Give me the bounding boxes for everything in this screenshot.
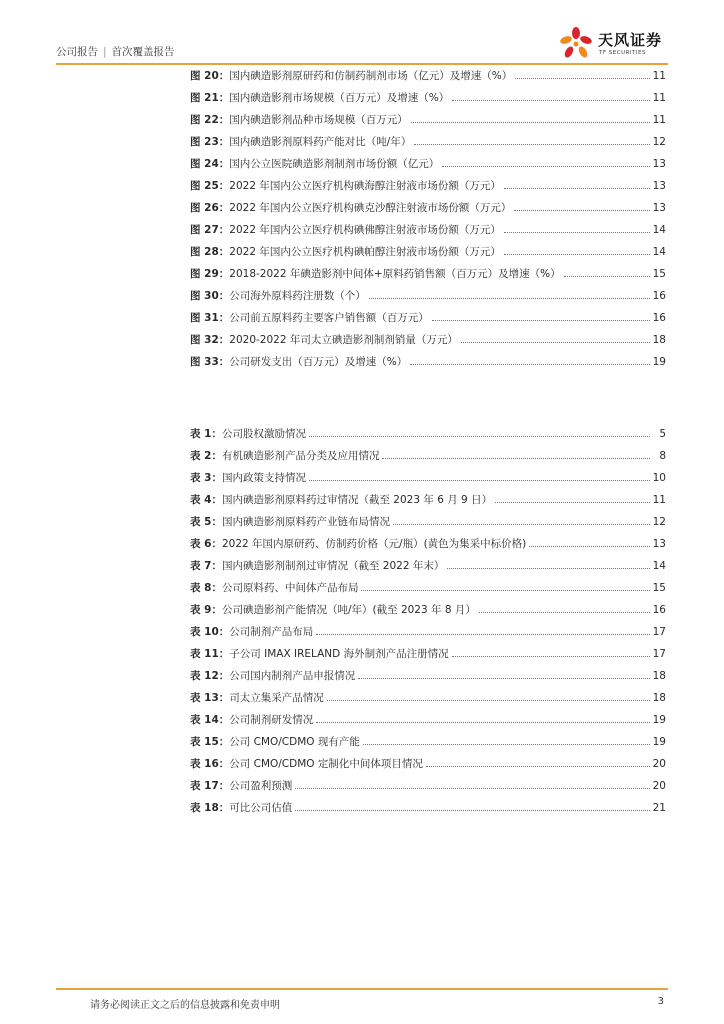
figure-toc-entry[interactable] [190,266,666,288]
entry-page-number: 16 [652,604,666,616]
entry-page-number: 19 [652,736,666,748]
dot-leader [564,276,650,277]
entry-title: 2022 年国内公立医疗机构碘佛醇注射液市场份额（万元） [229,224,501,236]
entry-title: 子公司 IMAX IRELAND 海外制剂产品注册情况 [229,648,449,660]
entry-page-number: 13 [652,158,666,170]
entry-label: 表 17： [190,780,230,792]
entry-page-number: 18 [652,692,666,704]
entry-title: 公司 CMO/CDMO 现有产能 [229,736,360,748]
entry-page-number: 11 [652,92,666,104]
entry-page-number: 19 [652,714,666,726]
entry-label: 表 8： [190,582,222,594]
entry-page-number: 19 [652,356,666,368]
table-toc-entry[interactable] [190,734,666,756]
figure-toc-entry[interactable] [190,332,666,354]
dot-leader [495,502,650,503]
entry-label: 表 18： [190,802,230,814]
entry-page-number: 20 [652,780,666,792]
page-number: 3 [657,996,664,1007]
entry-label: 表 1： [190,428,222,440]
table-toc-entry[interactable] [190,426,666,448]
entry-page-number: 16 [652,290,666,302]
dot-leader [363,744,650,745]
entry-page-number: 15 [652,582,666,594]
entry-title: 公司盈利预测 [229,780,293,792]
entry-label: 图 28： [190,246,230,258]
entry-page-number: 10 [652,472,666,484]
entry-label: 表 6： [190,538,222,550]
header-separator: | [103,46,107,58]
figure-list [190,68,666,376]
entry-title: 国内碘造影剂原料药产业链布局情况 [221,516,390,528]
dot-leader [295,810,650,811]
entry-title: 国内公立医院碘造影剂制剂市场份额（亿元） [229,158,440,170]
header-divider [56,63,668,65]
entry-page-number: 13 [652,180,666,192]
table-toc-entry[interactable] [190,778,666,800]
entry-title: 公司海外原料药注册数（个） [229,290,366,302]
dot-leader [504,232,650,233]
entry-label: 表 11： [190,648,230,660]
entry-page-number: 13 [652,202,666,214]
entry-title: 2022 年国内公立医疗机构碘帕醇注射液市场份额（万元） [229,246,501,258]
figure-toc-entry[interactable] [190,244,666,266]
table-toc-entry[interactable] [190,536,666,558]
dot-leader [504,254,650,255]
entry-title: 公司碘造影剂产能情况（吨/年）(截至 2023 年 8 月） [221,604,476,616]
entry-page-number: 11 [652,70,666,82]
entry-label: 表 7： [190,560,222,572]
table-toc-entry[interactable] [190,756,666,778]
logo-text-cn: 天风证券 [598,31,663,49]
entry-title: 国内碘造影剂原料药过审情况（截至 2023 年 6 月 9 日） [221,494,493,506]
table-toc-entry[interactable] [190,690,666,712]
entry-label: 图 33： [190,356,230,368]
entry-page-number: 21 [652,802,666,814]
entry-label: 图 20： [190,70,230,82]
entry-page-number: 15 [652,268,666,280]
entry-page-number: 8 [659,450,666,462]
footer-divider [56,988,668,990]
entry-title: 2020-2022 年司太立碘造影剂制剂销量（万元） [229,334,458,346]
header-breadcrumb [56,44,175,59]
entry-page-number: 18 [652,670,666,682]
entry-title: 2018-2022 年碘造影剂中间体+原料药销售额（百万元）及增速（%） [229,268,561,280]
figure-toc-entry[interactable] [190,112,666,134]
entry-label: 表 13： [190,692,230,704]
figure-toc-entry[interactable] [190,134,666,156]
table-toc-entry[interactable] [190,668,666,690]
table-toc-entry[interactable] [190,558,666,580]
entry-title: 公司 CMO/CDMO 定制化中间体项目情况 [229,758,423,770]
figure-toc-entry[interactable] [190,354,666,376]
entry-label: 图 25： [190,180,230,192]
entry-title: 公司制剂研发情况 [229,714,314,726]
dot-leader [316,634,650,635]
dot-leader [452,656,650,657]
dot-leader [309,480,650,481]
dot-leader [514,210,650,211]
entry-title: 公司原料药、中间体产品布局 [221,582,359,594]
figure-toc-entry[interactable] [190,90,666,112]
entry-label: 表 3： [190,472,222,484]
entry-title: 公司研发支出（百万元）及增速（%） [229,356,408,368]
table-toc-entry[interactable] [190,448,666,470]
dot-leader [529,546,650,547]
entry-label: 表 9： [190,604,222,616]
dot-leader [361,590,650,591]
entry-page-number: 17 [652,626,666,638]
report-subtype: 首次覆盖报告 [111,46,175,58]
entry-title: 公司制剂产品布局 [229,626,314,638]
table-toc-entry[interactable] [190,580,666,602]
entry-label: 表 2： [190,450,222,462]
entry-page-number: 11 [652,114,666,126]
entry-label: 表 14： [190,714,230,726]
tf-securities-logo [556,26,668,62]
entry-label: 表 10： [190,626,230,638]
dot-leader [442,166,650,167]
entry-page-number: 17 [652,648,666,660]
entry-title: 国内碘造影剂原研药和仿制药制剂市场（亿元）及增速（%） [229,70,513,82]
entry-page-number: 14 [652,246,666,258]
logo-text-en: TF SECURITIES [599,50,646,56]
figure-toc-entry[interactable] [190,200,666,222]
dot-leader [515,78,650,79]
figure-toc-entry[interactable] [190,178,666,200]
dot-leader [358,678,650,679]
dot-leader [504,188,650,189]
entry-title: 国内碘造影剂品种市场规模（百万元） [229,114,408,126]
entry-title: 2022 年国内公立医疗机构碘海醇注射液市场份额（万元） [229,180,501,192]
entry-label: 图 31： [190,312,230,324]
dot-leader [447,568,650,569]
dot-leader [452,100,650,101]
entry-title: 国内政策支持情况 [221,472,306,484]
entry-label: 图 32： [190,334,230,346]
entry-title: 国内碘造影剂原料药产能对比（吨/年） [229,136,412,148]
table-list [190,426,666,822]
table-toc-entry[interactable] [190,800,666,822]
entry-label: 表 15： [190,736,230,748]
dot-leader [309,436,650,437]
figure-toc-entry[interactable] [190,68,666,90]
entry-title: 2022 年国内原研药、仿制药价格（元/瓶）(黄色为集采中标价格) [221,538,527,550]
table-toc-entry[interactable] [190,492,666,514]
figure-toc-entry[interactable] [190,156,666,178]
dot-leader [382,458,650,459]
dot-leader [295,788,650,789]
entry-page-number: 14 [652,224,666,236]
entry-label: 图 27： [190,224,230,236]
dot-leader [432,320,650,321]
dot-leader [393,524,650,525]
table-toc-entry[interactable] [190,712,666,734]
entry-page-number: 18 [652,334,666,346]
entry-title: 司太立集采产品情况 [229,692,324,704]
footer-disclaimer: 请务必阅读正文之后的信息披露和免责申明 [90,1000,280,1011]
entry-title: 公司国内制剂产品申报情况 [229,670,356,682]
page-header [56,31,668,64]
entry-label: 图 29： [190,268,230,280]
entry-label: 图 23： [190,136,230,148]
table-toc-entry[interactable] [190,624,666,646]
dot-leader [461,342,650,343]
entry-page-number: 14 [652,560,666,572]
report-type: 公司报告 [56,46,98,58]
entry-page-number: 16 [652,312,666,324]
dot-leader [410,364,650,365]
dot-leader [316,722,650,723]
entry-title: 国内碘造影剂市场规模（百万元）及增速（%） [229,92,450,104]
entry-label: 表 5： [190,516,222,528]
entry-title: 可比公司估值 [229,802,293,814]
dot-leader [426,766,650,767]
table-toc-entry[interactable] [190,514,666,536]
entry-label: 表 16： [190,758,230,770]
entry-title: 有机碘造影剂产品分类及应用情况 [221,450,380,462]
entry-label: 表 12： [190,670,230,682]
table-toc-entry[interactable] [190,470,666,492]
entry-page-number: 5 [659,428,666,440]
entry-label: 图 21： [190,92,230,104]
entry-title: 国内碘造影剂制剂过审情况（截至 2022 年末） [221,560,445,572]
flower-logo-icon [556,26,596,62]
entry-page-number: 20 [652,758,666,770]
entry-page-number: 12 [652,136,666,148]
entry-label: 图 26： [190,202,230,214]
entry-title: 2022 年国内公立医疗机构碘克沙醇注射液市场份额（万元） [229,202,512,214]
table-toc-entry[interactable] [190,646,666,668]
entry-title: 公司股权激励情况 [221,428,306,440]
dot-leader [411,122,650,123]
dot-leader [369,298,650,299]
figure-toc-entry[interactable] [190,222,666,244]
dot-leader [414,144,650,145]
entry-label: 图 24： [190,158,230,170]
dot-leader [327,700,650,701]
figure-toc-entry[interactable] [190,288,666,310]
entry-label: 图 30： [190,290,230,302]
entry-page-number: 13 [652,538,666,550]
entry-page-number: 11 [652,494,666,506]
entry-page-number: 12 [652,516,666,528]
entry-label: 图 22： [190,114,230,126]
entry-label: 表 4： [190,494,222,506]
dot-leader [479,612,650,613]
entry-title: 公司前五原料药主要客户销售额（百万元） [229,312,429,324]
figure-toc-entry[interactable] [190,310,666,332]
table-toc-entry[interactable] [190,602,666,624]
